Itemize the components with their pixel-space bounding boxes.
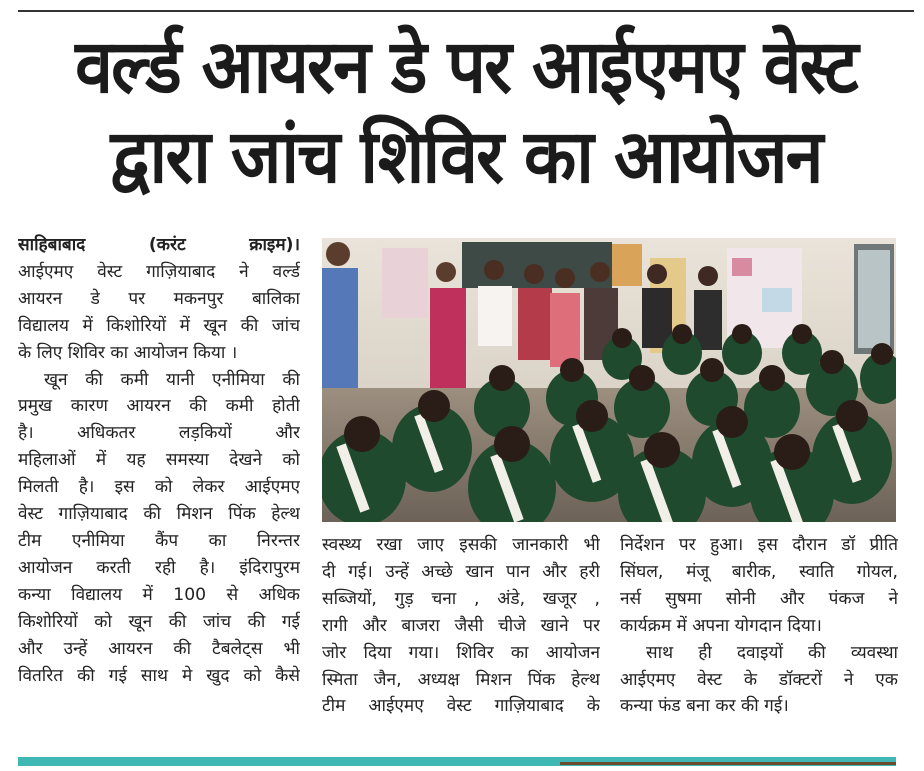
article-column-2	[322, 532, 600, 720]
text-line: महिलाओं में यह समस्या देखने को	[18, 450, 300, 471]
article-column-3	[620, 532, 898, 720]
text-line: दी गई। उन्हें अच्छे खान पान और हरी	[322, 561, 600, 582]
text-line: टीम आईएमए वेस्ट गाज़ियाबाद के	[322, 696, 600, 717]
text-line: वेस्ट गाज़ियाबाद की मिशन पिंक हेल्थ	[18, 504, 300, 525]
text-line: स्वस्थ्य रखा जाए इसकी जानकारी भी	[322, 535, 600, 555]
top-rule	[18, 10, 914, 12]
text-line: जोर दिया गया। शिविर का आयोजन	[322, 642, 600, 663]
text-line: सिंघल, मंजू बारीक, स्वाति गोयल,	[620, 561, 898, 582]
headline-line-2: द्वारा जांच शिविर का आयोजन	[110, 114, 822, 200]
text-line: है। अधिकतर लड़कियों और	[18, 423, 300, 444]
text-line: साथ ही दवाइयों की व्यवस्था	[646, 642, 898, 663]
headline	[54, 22, 878, 202]
article-column-1	[18, 232, 300, 689]
headline-line-1: वर्ल्ड आयरन डे पर आईएमए वेस्ट	[75, 24, 857, 110]
text-line: विद्यालय में किशोरियों में खून की जांच	[18, 315, 300, 336]
dateline: साहिबाबाद (करंट क्राइम)।	[18, 235, 300, 255]
text-line: और उन्हें आयरन की टैबलेट्स भी	[18, 638, 300, 659]
bottom-dark-bar	[560, 762, 896, 765]
text-line: स्मिता जैन, अध्यक्ष मिशन पिंक हेल्थ	[322, 669, 600, 690]
text-line: मिलती है। इस को लेकर आईएमए	[18, 477, 300, 498]
text-line: निर्देशन पर हुआ। इस दौरान डॉ प्रीति	[620, 535, 898, 555]
text-line: नर्स सुषमा सोनी और पंकज ने	[620, 588, 898, 609]
event-photo	[322, 238, 896, 522]
text-line: कार्यक्रम में अपना योगदान दिया।	[620, 615, 822, 636]
text-line: वितरित की गई साथ मे खुद को कैसे	[18, 665, 300, 686]
text-line: प्रमुख कारण आयरन की कमी होती	[18, 396, 300, 417]
text-line: रागी और बाजरा जैसी चीजे खाने पर	[322, 615, 600, 636]
text-line: कन्या फंड बना कर की गई।	[620, 696, 789, 717]
text-line: आईएमए वेस्ट गाज़ियाबाद ने वर्ल्ड	[18, 261, 300, 282]
text-line: आयरन डे पर मकनपुर बालिका	[18, 288, 300, 309]
text-line: टीम एनीमिया कैंप का निरन्तर	[18, 530, 300, 551]
text-line: कन्या विद्यालय में 100 से अधिक	[18, 584, 300, 605]
text-line: के लिए शिविर का आयोजन किया ।	[18, 342, 238, 363]
text-line: सब्जियों, गुड़ चना , अंडे, खजूर ,	[322, 588, 600, 609]
text-line: किशोरियों को खून की जांच की गई	[18, 611, 300, 632]
text-line: आयोजन करती रही है। इंदिरापुरम	[18, 557, 300, 578]
text-line: खून की कमी यानी एनीमिया की	[44, 369, 300, 390]
text-line: आईएमए वेस्ट के डॉक्टरों ने एक	[620, 669, 898, 690]
